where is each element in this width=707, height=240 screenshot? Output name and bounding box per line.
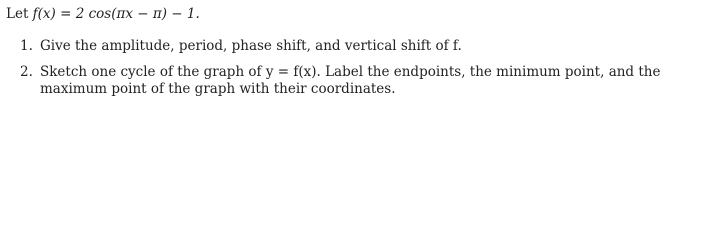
function-definition: f(x) = 2 cos(πx − π) − 1. (32, 6, 200, 22)
intro-prefix: Let (6, 6, 33, 22)
item-number: 1. (20, 38, 33, 54)
list-item (20, 38, 701, 55)
document (6, 4, 701, 107)
item-text: Give the amplitude, period, phase shift, and vertical shift of f. (40, 38, 462, 54)
item-number: 2. (20, 64, 33, 80)
list-item (20, 64, 701, 98)
question-list (6, 38, 701, 98)
problem-statement (6, 4, 701, 24)
item-text: Sketch one cycle of the graph of y = f(x). Label the endpoints, the minimum point, and the maximum point of the graph with their coordinates. (40, 64, 661, 97)
